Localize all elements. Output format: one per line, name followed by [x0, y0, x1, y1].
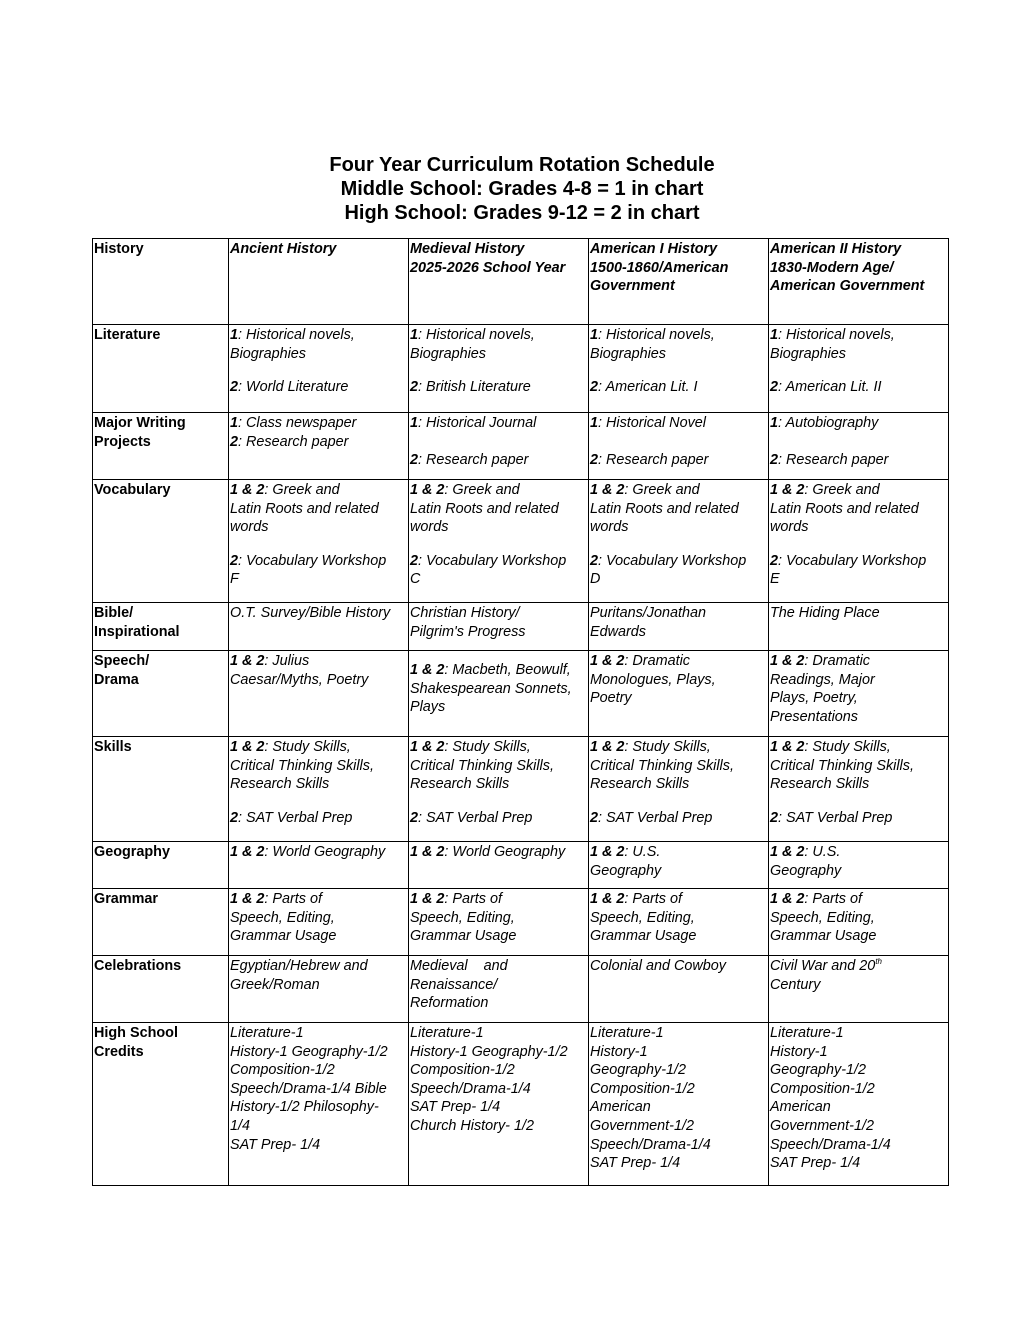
celebrations-american-2: Civil War and 20th Century — [769, 956, 949, 1023]
row-label-literature: Literature — [93, 325, 229, 413]
row-label-history: History — [93, 239, 229, 325]
grammar-american-2: 1 & 2: Parts of Speech, Editing, Grammar Usage — [769, 889, 949, 956]
document-title — [0, 153, 1020, 225]
bible-american-1: Puritans/Jonathan Edwards — [589, 603, 769, 651]
speech-american-2: 1 & 2: Dramatic Readings, Major Plays, Poetry, Presentations — [769, 651, 949, 737]
title-line-3: High School: Grades 9-12 = 2 in chart — [344, 202, 700, 224]
credits-row — [93, 1023, 949, 1186]
geography-american-1: 1 & 2: U.S. Geography — [589, 842, 769, 889]
grammar-american-1: 1 & 2: Parts of Speech, Editing, Grammar Usage — [589, 889, 769, 956]
writing-american-1: 1: Historical Novel 2: Research paper — [589, 413, 769, 480]
literature-american-2: 1: Historical novels, Biographies 2: American Lit. II — [769, 325, 949, 413]
writing-ancient: 1: Class newspaper 2: Research paper — [229, 413, 409, 480]
writing-american-2: 1: Autobiography 2: Research paper — [769, 413, 949, 480]
skills-medieval: 1 & 2: Study Skills, Critical Thinking Skills, Research Skills 2: SAT Verbal Prep — [409, 737, 589, 842]
bible-row — [93, 603, 949, 651]
literature-row — [93, 325, 949, 413]
celebrations-medieval: Medieval and Renaissance/ Reformation — [409, 956, 589, 1023]
geography-ancient: 1 & 2: World Geography — [229, 842, 409, 889]
vocabulary-american-1: 1 & 2: Greek and Latin Roots and related words 2: Vocabulary Workshop D — [589, 480, 769, 603]
speech-row — [93, 651, 949, 737]
skills-american-2: 1 & 2: Study Skills, Critical Thinking Skills, Research Skills 2: SAT Verbal Prep — [769, 737, 949, 842]
title-line-1: Four Year Curriculum Rotation Schedule — [329, 154, 715, 176]
row-label-bible: Bible/ Inspirational — [93, 603, 229, 651]
literature-ancient: 1: Historical novels, Biographies 2: World Literature — [229, 325, 409, 413]
row-label-vocabulary: Vocabulary — [93, 480, 229, 603]
vocabulary-medieval: 1 & 2: Greek and Latin Roots and related words 2: Vocabulary Workshop C — [409, 480, 589, 603]
history-ancient: Ancient History — [229, 239, 409, 325]
bible-medieval: Christian History/ Pilgrim's Progress — [409, 603, 589, 651]
grammar-medieval: 1 & 2: Parts of Speech, Editing, Grammar Usage — [409, 889, 589, 956]
geography-american-2: 1 & 2: U.S. Geography — [769, 842, 949, 889]
row-label-grammar: Grammar — [93, 889, 229, 956]
history-american-1: American I History 1500-1860/American Government — [589, 239, 769, 325]
writing-medieval: 1: Historical Journal 2: Research paper — [409, 413, 589, 480]
celebrations-ancient: Egyptian/Hebrew and Greek/Roman — [229, 956, 409, 1023]
skills-ancient: 1 & 2: Study Skills, Critical Thinking Skills, Research Skills 2: SAT Verbal Prep — [229, 737, 409, 842]
bible-ancient: O.T. Survey/Bible History — [229, 603, 409, 651]
vocabulary-american-2: 1 & 2: Greek and Latin Roots and related words 2: Vocabulary Workshop E — [769, 480, 949, 603]
row-label-credits: High School Credits — [93, 1023, 229, 1186]
celebrations-row — [93, 956, 949, 1023]
credits-medieval: Literature-1 History-1 Geography-1/2 Composition-1/2 Speech/Drama-1/4 SAT Prep- 1/4 Church History- 1/2 — [409, 1023, 589, 1186]
row-label-celebrations: Celebrations — [93, 956, 229, 1023]
literature-medieval: 1: Historical novels, Biographies 2: British Literature — [409, 325, 589, 413]
grammar-ancient: 1 & 2: Parts of Speech, Editing, Grammar Usage — [229, 889, 409, 956]
row-label-skills: Skills — [93, 737, 229, 842]
skills-american-1: 1 & 2: Study Skills, Critical Thinking Skills, Research Skills 2: SAT Verbal Prep — [589, 737, 769, 842]
history-row — [93, 239, 949, 325]
geography-row — [93, 842, 949, 889]
vocabulary-ancient: 1 & 2: Greek and Latin Roots and related words 2: Vocabulary Workshop F — [229, 480, 409, 603]
history-american-2: American II History 1830-Modern Age/ American Government — [769, 239, 949, 325]
curriculum-table — [92, 238, 949, 1186]
speech-medieval: 1 & 2: Macbeth, Beowulf, Shakespearean Sonnets, Plays — [409, 651, 589, 737]
bible-american-2: The Hiding Place — [769, 603, 949, 651]
geography-medieval: 1 & 2: World Geography — [409, 842, 589, 889]
credits-american-2: Literature-1 History-1 Geography-1/2 Composition-1/2 American Government-1/2 Speech/Drama-1/4 SAT Prep- 1/4 — [769, 1023, 949, 1186]
credits-american-1: Literature-1 History-1 Geography-1/2 Composition-1/2 American Government-1/2 Speech/Drama-1/4 SAT Prep- 1/4 — [589, 1023, 769, 1186]
vocabulary-row — [93, 480, 949, 603]
row-label-writing: Major Writing Projects — [93, 413, 229, 480]
history-medieval: Medieval History 2025-2026 School Year — [409, 239, 589, 325]
row-label-speech: Speech/ Drama — [93, 651, 229, 737]
speech-american-1: 1 & 2: Dramatic Monologues, Plays, Poetry — [589, 651, 769, 737]
grammar-row — [93, 889, 949, 956]
speech-ancient: 1 & 2: Julius Caesar/Myths, Poetry — [229, 651, 409, 737]
row-label-geography: Geography — [93, 842, 229, 889]
skills-row — [93, 737, 949, 842]
literature-american-1: 1: Historical novels, Biographies 2: American Lit. I — [589, 325, 769, 413]
writing-row — [93, 413, 949, 480]
celebrations-american-1: Colonial and Cowboy — [589, 956, 769, 1023]
credits-ancient: Literature-1 History-1 Geography-1/2 Composition-1/2 Speech/Drama-1/4 Bible History-1/2 Philosophy- 1/4 SAT Prep- 1/4 — [229, 1023, 409, 1186]
title-line-2: Middle School: Grades 4-8 = 1 in chart — [340, 178, 704, 200]
